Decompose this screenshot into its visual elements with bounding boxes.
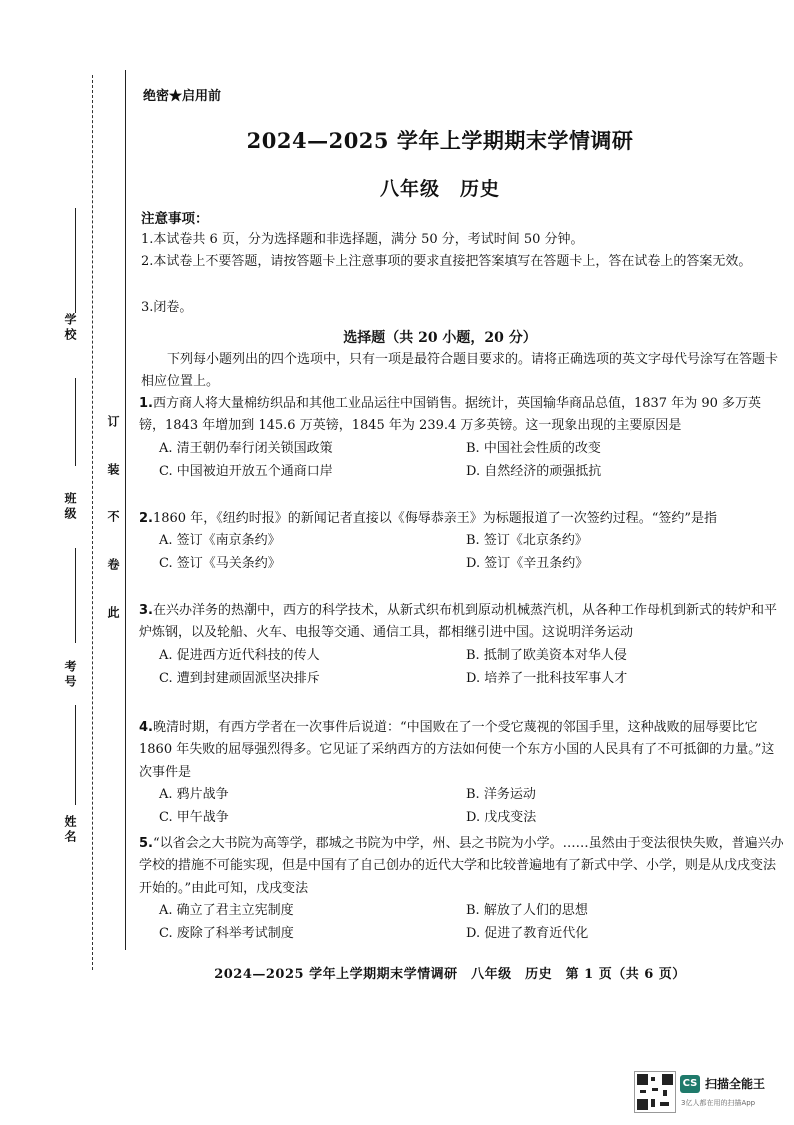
question-5 <box>139 833 784 945</box>
question-5-stem <box>139 833 784 900</box>
name-blank-line <box>75 705 76 805</box>
question-1-stem <box>139 393 784 438</box>
question-5-option-a: A. 确立了君主立宪制度 <box>159 902 294 918</box>
question-2 <box>139 508 784 575</box>
question-4-option-b: B. 洋务运动 <box>466 786 536 802</box>
question-1-options <box>139 438 784 483</box>
question-2-option-b: B. 签订《北京条约》 <box>466 533 588 549</box>
seal-char-2: 装 <box>106 463 120 478</box>
section-intro: 下列每小题列出的四个选项中，只有一项是最符合题目要求的。请将正确选项的英文字母代号涂写在答题卡相应位置上。 <box>141 352 779 389</box>
scanner-app-name: 扫描全能王 <box>705 1077 766 1091</box>
scanner-tagline: 3亿人都在用的扫描App <box>681 1099 756 1107</box>
question-5-option-d: D. 促进了教育近代化 <box>466 925 589 941</box>
notice-heading: 注意事项： <box>141 211 209 227</box>
question-2-options <box>139 530 784 575</box>
exam-no-label: 考号 <box>63 660 77 690</box>
binding-dashed-line <box>92 75 93 970</box>
question-3-stem <box>139 600 784 645</box>
cs-logo-icon: CS <box>680 1075 700 1093</box>
question-5-option-b: B. 解放了人们的思想 <box>466 902 588 918</box>
question-4 <box>139 717 784 829</box>
seal-char-5: 此 <box>106 606 120 621</box>
question-4-text: 晚清时期，有西方学者在一次事件后说道：“中国败在了一个受它蔑视的邻国手里，这种战败的屈辱要比它 1860 年失败的屈辱强烈得多。它见证了采纳西方的方法如何使一个东方小国的人民具有了不可抵御的力量。”这次事件是 <box>139 720 775 780</box>
school-label: 学校 <box>63 313 77 343</box>
seal-char-4: 卷 <box>106 558 120 573</box>
question-4-number: 4. <box>139 720 153 735</box>
question-2-option-d: D. 签订《辛丑条约》 <box>466 556 589 572</box>
question-5-option-c: C. 废除了科举考试制度 <box>159 925 294 941</box>
question-1 <box>139 393 784 483</box>
question-1-option-c: C. 中国被迫开放五个通商口岸 <box>159 463 333 479</box>
question-2-stem <box>139 508 784 530</box>
question-1-number: 1. <box>139 396 153 411</box>
question-3-options <box>139 645 784 690</box>
class-blank-line <box>75 378 76 466</box>
section-title: 选择题（共 20 小题，20 分） <box>343 330 537 346</box>
notice-item-3: 3.闭卷。 <box>141 300 193 315</box>
question-1-text: 西方商人将大量棉纺织品和其他工业品运往中国销售。据统计，英国输华商品总值，1837 年为 90 多万英镑，1843 年增加到 145.6 万英镑，1845 年为 239.4 万多英镑。这一现象出现的主要原因是 <box>139 396 762 434</box>
question-5-number: 5. <box>139 836 153 851</box>
question-3-option-d: D. 培养了一批科技军事人才 <box>466 670 628 686</box>
question-3-option-b: B. 抵制了欧美资本对华人侵 <box>466 647 627 663</box>
exam-subtitle: 八年级 历史 <box>379 178 500 200</box>
question-3-option-c: C. 遭到封建顽固派坚决排斥 <box>159 670 320 686</box>
confidential-mark: 绝密★启用前 <box>143 89 222 104</box>
question-4-option-c: C. 甲午战争 <box>159 809 229 825</box>
question-1-option-d: D. 自然经济的顽强抵抗 <box>466 463 602 479</box>
seal-char-3: 不 <box>106 510 120 525</box>
question-2-number: 2. <box>139 511 153 526</box>
question-3-number: 3. <box>139 603 153 618</box>
qr-code-icon <box>634 1071 676 1113</box>
school-blank-line <box>75 208 76 313</box>
exam-title: 2024—2025 学年上学期期末学情调研 <box>246 128 634 153</box>
question-1-option-a: A. 清王朝仍奉行闭关锁国政策 <box>159 440 333 456</box>
question-4-option-a: A. 鸦片战争 <box>159 786 229 802</box>
notice-item-1: 1.本试卷共 6 页，分为选择题和非选择题，满分 50 分，考试时间 50 分钟。 <box>141 232 584 247</box>
question-3-option-a: A. 促进西方近代科技的传人 <box>159 647 320 663</box>
question-1-option-b: B. 中国社会性质的改变 <box>466 440 601 456</box>
notice-item-2: 2.本试卷上不要答题，请按答题卡上注意事项的要求直接把答案填写在答题卡上，答在试卷上的答案无效。 <box>141 254 752 269</box>
question-5-text: “以省会之大书院为高等学，郡城之书院为中学，州、县之书院为小学。……虽然由于变法很快失败，普遍兴办学校的措施不可能实现，但是中国有了自己创办的近代大学和比较普遍地有了新式中学、小学，则是从戊戌变法开始的。”由此可知，戊戌变法 <box>139 836 784 896</box>
question-2-option-a: A. 签订《南京条约》 <box>159 533 281 549</box>
question-3 <box>139 600 784 690</box>
question-4-option-d: D. 戊戌变法 <box>466 809 537 825</box>
exam-no-blank-line <box>75 548 76 643</box>
question-2-option-c: C. 签订《马关条约》 <box>159 556 281 572</box>
seal-char-1: 订 <box>106 415 120 430</box>
name-label: 姓名 <box>63 815 77 845</box>
binding-margin-line <box>125 70 126 950</box>
page-footer: 2024—2025 学年上学期期末学情调研 八年级 历史 第 1 页（共 6 页） <box>214 967 686 982</box>
class-label: 班级 <box>63 492 77 522</box>
question-5-options <box>139 900 784 945</box>
question-4-stem <box>139 717 784 784</box>
question-3-text: 在兴办洋务的热潮中，西方的科学技术，从新式织布机到原动机械蒸汽机，从各种工作母机到新式的转炉和平炉炼钢，以及轮船、火车、电报等交通、通信工具，都相继引进中国。这说明洋务运动 <box>139 603 777 641</box>
question-4-options <box>139 784 784 829</box>
question-2-text: 1860 年，《纽约时报》的新闻记者直接以《侮辱恭亲王》为标题报道了一次签约过程。“签约”是指 <box>152 511 717 526</box>
